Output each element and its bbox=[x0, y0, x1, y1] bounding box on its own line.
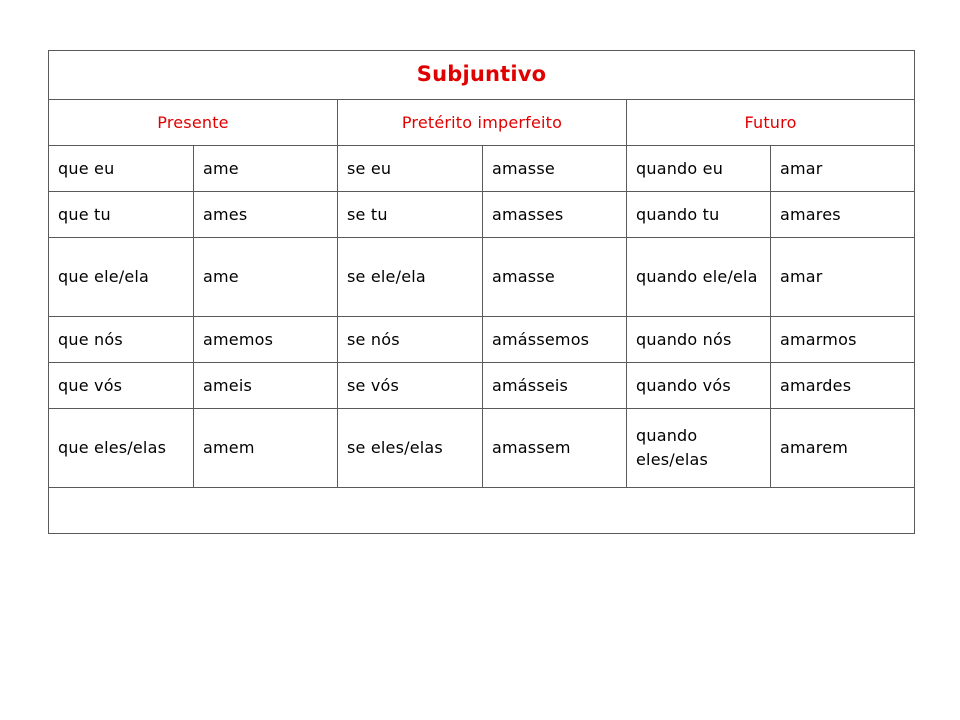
table-cell: quando vós bbox=[627, 363, 771, 409]
table-cell: ames bbox=[194, 192, 338, 238]
tense-header-row bbox=[49, 100, 915, 146]
table-cell: se tu bbox=[338, 192, 483, 238]
table-cell: se eles/elas bbox=[338, 409, 483, 488]
table-cell: amarmos bbox=[771, 317, 915, 363]
table-cell: que eles/elas bbox=[49, 409, 194, 488]
table-cell: amasse bbox=[483, 146, 627, 192]
tense-header-preterito-imperfeito: Pretérito imperfeito bbox=[338, 100, 627, 146]
table-cell: amássemos bbox=[483, 317, 627, 363]
table-cell: amemos bbox=[194, 317, 338, 363]
table-row bbox=[49, 192, 915, 238]
table-cell: quando eu bbox=[627, 146, 771, 192]
empty-footer-row bbox=[49, 488, 915, 534]
table-cell: se vós bbox=[338, 363, 483, 409]
table-cell: que ele/ela bbox=[49, 238, 194, 317]
table-row bbox=[49, 363, 915, 409]
table-cell: amar bbox=[771, 146, 915, 192]
table-cell: amassem bbox=[483, 409, 627, 488]
table-cell: amásseis bbox=[483, 363, 627, 409]
table-cell: amasses bbox=[483, 192, 627, 238]
table-cell: quando tu bbox=[627, 192, 771, 238]
tense-header-futuro: Futuro bbox=[627, 100, 915, 146]
table-row bbox=[49, 409, 915, 488]
table-cell: se eu bbox=[338, 146, 483, 192]
table-row bbox=[49, 238, 915, 317]
table-cell: quando eles/elas bbox=[627, 409, 771, 488]
table-cell: amar bbox=[771, 238, 915, 317]
table-cell: que eu bbox=[49, 146, 194, 192]
table-cell: que vós bbox=[49, 363, 194, 409]
table-cell: se nós bbox=[338, 317, 483, 363]
table-cell: amem bbox=[194, 409, 338, 488]
table-cell: se ele/ela bbox=[338, 238, 483, 317]
table-cell: ame bbox=[194, 146, 338, 192]
table-cell: amardes bbox=[771, 363, 915, 409]
table-cell: quando ele/ela bbox=[627, 238, 771, 317]
table-cell: que tu bbox=[49, 192, 194, 238]
table-cell: amarem bbox=[771, 409, 915, 488]
table-cell: amasse bbox=[483, 238, 627, 317]
table-cell: que nós bbox=[49, 317, 194, 363]
table-row bbox=[49, 146, 915, 192]
empty-cell bbox=[49, 488, 915, 534]
table-title: Subjuntivo bbox=[49, 51, 915, 100]
table-title-row bbox=[49, 51, 915, 100]
subjunctive-conjugation-table bbox=[48, 50, 915, 534]
table-cell: ameis bbox=[194, 363, 338, 409]
table-cell: ame bbox=[194, 238, 338, 317]
tense-header-presente: Presente bbox=[49, 100, 338, 146]
table-cell: quando nós bbox=[627, 317, 771, 363]
table-row bbox=[49, 317, 915, 363]
table-cell: amares bbox=[771, 192, 915, 238]
